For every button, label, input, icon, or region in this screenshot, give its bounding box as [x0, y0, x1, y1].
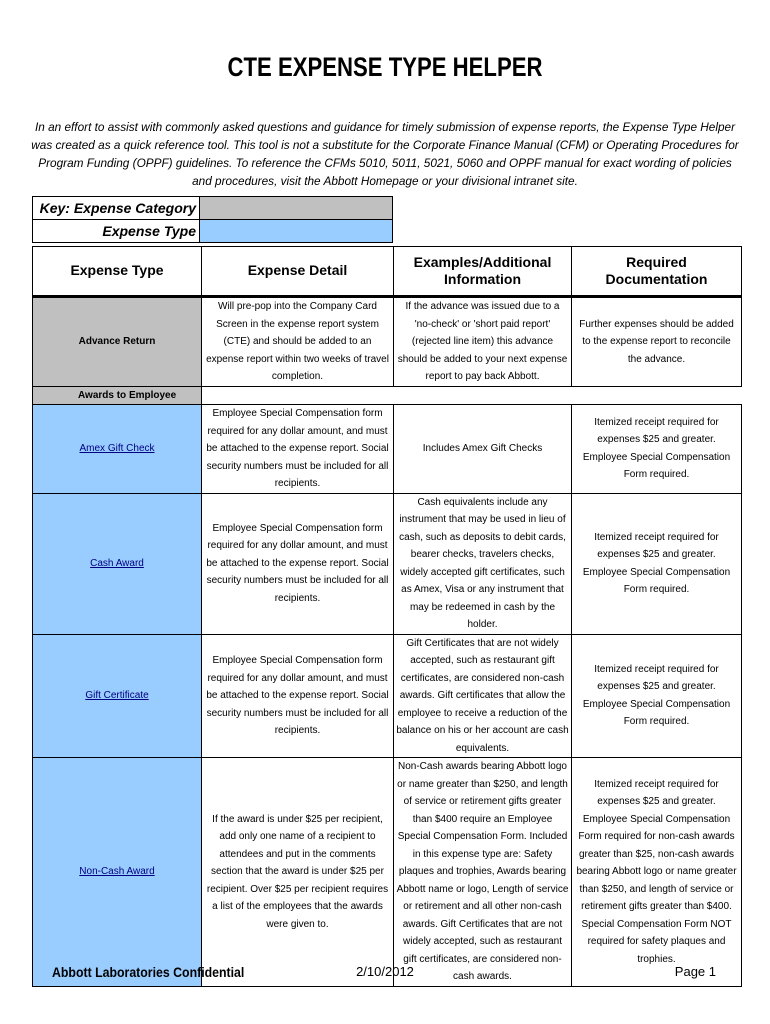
examples-cell: Cash equivalents include any instrument that may be used in lieu of cash, such as deposits to debit cards, bearer checks, travelers checks, widely accepted gift certificates, such as Amex, Visa or any instrument that may be redeemed in cash by the holder. [394, 493, 572, 634]
key-category-label: Key: Expense Category [33, 197, 200, 220]
examples-cell: Includes Amex Gift Checks [394, 405, 572, 494]
key-type-label: Expense Type [33, 220, 200, 243]
detail-cell: Employee Special Compensation form required for any dollar amount, and must be attached to the expense report. Social security numbers must be included for all recipients. [202, 634, 394, 758]
examples-cell: If the advance was issued due to a 'no-check' or 'short paid report' (rejected line item) this advance should be added to your next expense report to pay back Abbott. [394, 297, 572, 387]
header-expense-detail: Expense Detail [202, 247, 394, 297]
intro-paragraph: In an effort to assist with commonly asked questions and guidance for timely submission of expense reports, the Expense Type Helper was created as a quick reference tool. This tool is not a substitute for the Corporate Finance Manual (CFM) or Operating Procedures for Program Funding (OPPF) guidelines. To reference the CFMs 5010, 5011, 5021, 5060 and OPPF manual for exact wording of policies and procedures, visit the Abbott Homepage or your divisional intranet site. [31, 120, 739, 188]
footer-date: 2/10/2012 [356, 964, 414, 979]
documentation-cell: Itemized receipt required for expenses $25 and greater. Employee Special Compensation Form required. [572, 634, 742, 758]
table-row-advance-return [33, 297, 742, 387]
page-title: CTE EXPENSE TYPE HELPER [227, 52, 543, 82]
table-row [33, 634, 742, 758]
expense-type-link[interactable]: Cash Award [90, 557, 144, 569]
header-examples: Examples/Additional Information [394, 247, 572, 297]
type-cell [33, 405, 202, 494]
category-label: Awards to Employee [33, 386, 202, 405]
documentation-cell: Itemized receipt required for expenses $25 and greater. Employee Special Compensation Form required. [572, 405, 742, 494]
type-cell [33, 493, 202, 634]
detail-cell: Employee Special Compensation form required for any dollar amount, and must be attached to the expense report. Social security numbers must be included for all recipients. [202, 405, 394, 494]
type-cell [33, 758, 202, 987]
detail-cell: Employee Special Compensation form required for any dollar amount, and must be attached to the expense report. Social security numbers must be included for all recipients. [202, 493, 394, 634]
header-expense-type: Expense Type [33, 247, 202, 297]
detail-cell: Will pre-pop into the Company Card Screen in the expense report system (CTE) and should be added to an expense report within two weeks of travel completion. [202, 297, 394, 387]
key-table [32, 196, 393, 243]
expense-type-link[interactable]: Non-Cash Award [79, 866, 155, 877]
header-required-documentation: Required Documentation [572, 247, 742, 297]
key-category-swatch [200, 197, 393, 220]
documentation-cell: Itemized receipt required for expenses $25 and greater. Employee Special Compensation Form required. [572, 493, 742, 634]
documentation-cell: Further expenses should be added to the expense report to reconcile the advance. [572, 297, 742, 387]
documentation-cell: Itemized receipt required for expenses $25 and greater. Employee Special Compensation Form required for non-cash awards greater than $25, non-cash awards bearing Abbott logo or name greater than $250, and length of service or retirement gifts greater than $400. Special Compensation Form NOT required for safety plaques and trophies. [572, 758, 742, 987]
detail-cell: If the award is under $25 per recipient, add only one name of a recipient to attendees and put in the comments section that the award is under $25 per recipient. Over $25 per recipient requires a list of the employees that the awards were given to. [202, 758, 394, 987]
table-row [33, 405, 742, 494]
category-row-awards [33, 386, 742, 405]
table-row [33, 493, 742, 634]
expense-type-link[interactable]: Amex Gift Check [79, 443, 155, 454]
key-type-swatch [200, 220, 393, 243]
type-cell [33, 634, 202, 758]
examples-cell: Gift Certificates that are not widely accepted, such as restaurant gift certificates, are considered non-cash awards. Gift certificates that allow the employee to receive a reduction of the balance on his or her account are cash equivalents. [394, 634, 572, 758]
expense-type-link[interactable]: Gift Certificate [85, 690, 149, 701]
footer-confidential: Abbott Laboratories Confidential [52, 964, 245, 980]
footer-page-number: Page 1 [674, 964, 716, 979]
expense-table [32, 246, 742, 987]
examples-cell: Non-Cash awards bearing Abbott logo or name greater than $250, and length of service or retirement gifts greater than $400 require an Employee Special Compensation Form. Included in this expense type are: Safety plaques and trophies, Awards bearing Abbott name or logo, Length of service or retirement and all other non-cash awards. Gift Certificates that are not widely accepted, such as restaurant gift certificates, are considered non-cash awards. [394, 758, 572, 987]
table-row [33, 758, 742, 987]
type-cell: Advance Return [33, 297, 202, 387]
table-header-row [33, 247, 742, 297]
